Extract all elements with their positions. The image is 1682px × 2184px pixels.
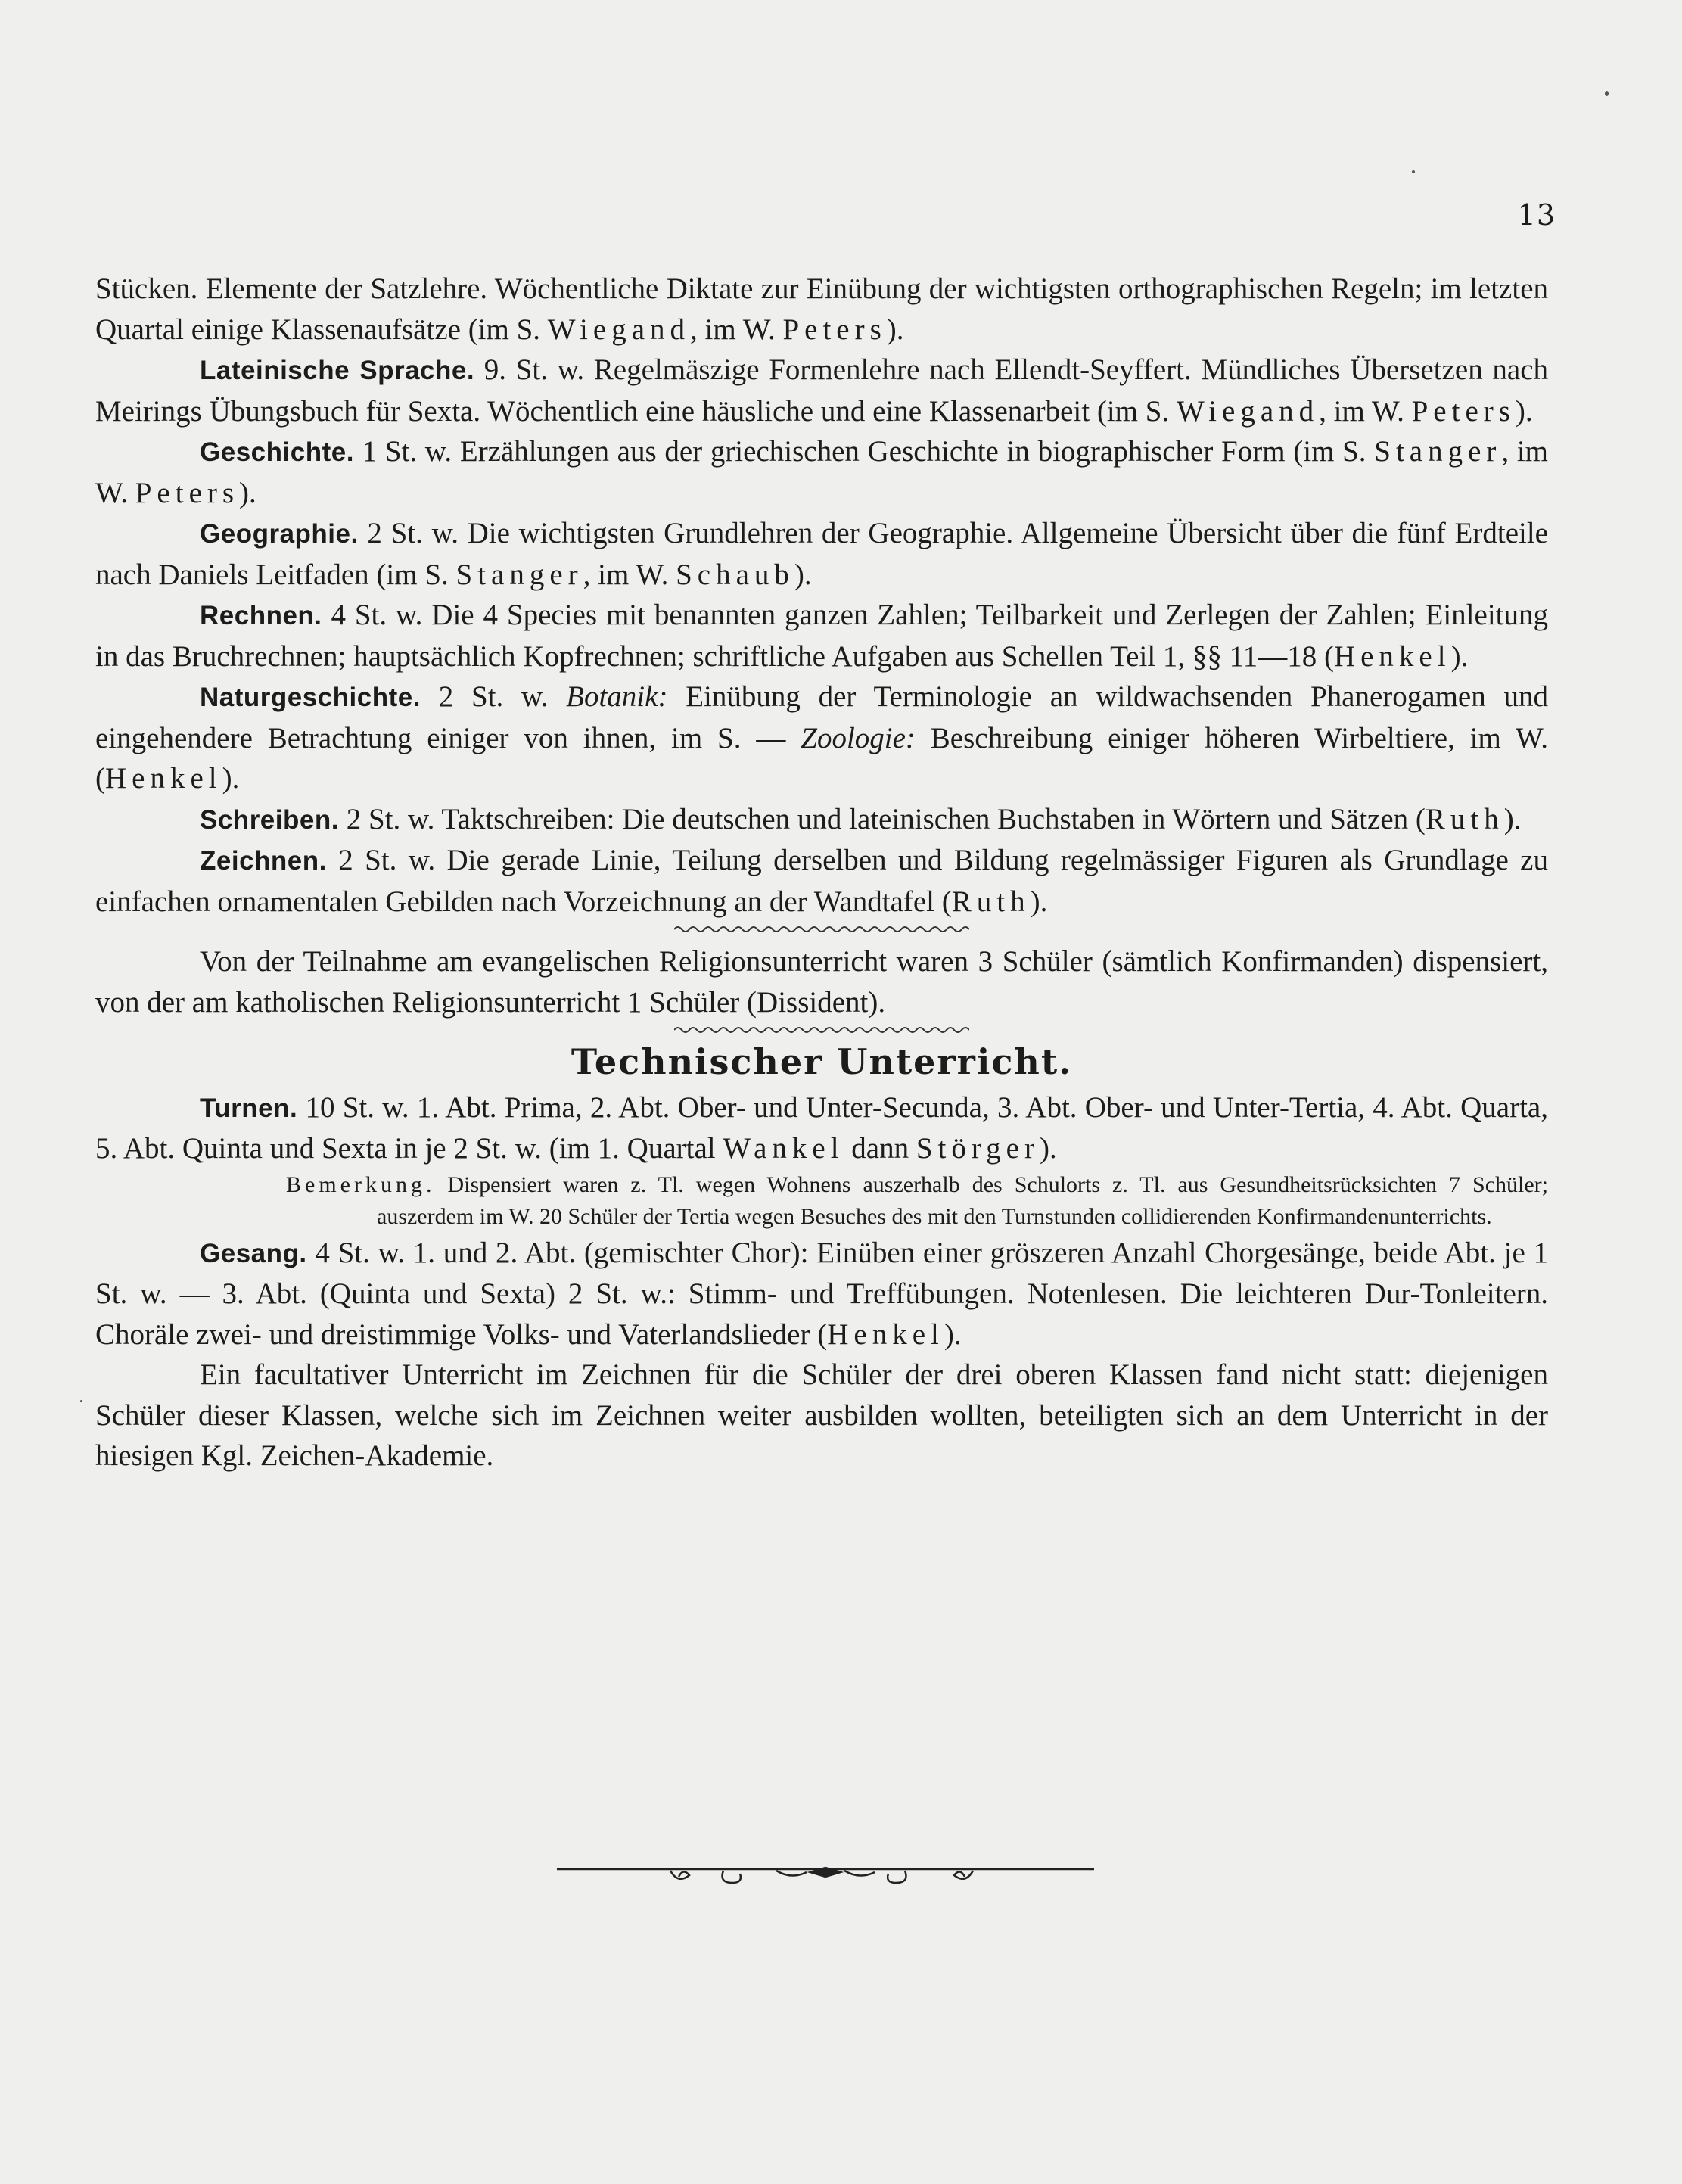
subject-heading: Gesang. (200, 1238, 307, 1268)
paragraph-rechnen: Rechnen. 4 St. w. Die 4 Species mit benannten ganzen Zahlen; Teilbarkeit und Zerlegen der Zahlen; Einleitung in das Bruchrechnen; hauptsächlich Kopfrechnen; schriftliche Aufgaben aus Schellen Teil 1, §§ 11—18 (Henkel). (95, 599, 1548, 673)
note-label: Bemerkung. (286, 1171, 436, 1197)
paragraph-gesang: Gesang. 4 St. w. 1. und 2. Abt. (gemischter Chor): Einüben einer gröszeren Anzahl Chorgesänge, beide Abt. je 1 St. w. — 3. Abt. (Quinta und Sexta) 2 St. w.: Stimm- und Treffübungen. Notenlesen. Die leichteren Dur-Tonleitern. Choräle zwei- und dreistimmige Volks- und Vaterlandslieder (Henkel). (95, 1236, 1548, 1351)
teacher-name: Peters (135, 476, 240, 509)
teacher-name: Wankel (723, 1132, 844, 1165)
footnote-bemerkung: Bemerkung. Dispensiert waren z. Tl. wegen Wohnens auszerhalb des Schulorts z. Tl. aus Gesundheitsrücksichten 7 Schüler; auszerdem im W. 20 Schüler der Tertia wegen Besuches des mit den Turnstunden collidierenden Konfirmandenunterrichts. (286, 1171, 1548, 1229)
teacher-name: Störger (916, 1132, 1040, 1165)
subject-heading: Zeichnen. (200, 846, 327, 876)
section-title: Technischer Unterricht. (571, 1041, 1073, 1082)
wavy-divider (674, 923, 969, 935)
teacher-name: Ruth (951, 885, 1031, 918)
paragraph-geographie: Geographie. 2 St. w. Die wichtigsten Grundlehren der Geographie. Allgemeine Übersicht über die fünf Erdteile nach Daniels Leitfaden (im S. Stanger, im W. Schaub). (95, 517, 1548, 591)
teacher-name: Henkel (1333, 639, 1451, 673)
ornament-divider (549, 1854, 1102, 1896)
teacher-name: Henkel (827, 1318, 944, 1351)
subject-heading: Naturgeschichte. (200, 683, 421, 712)
paper-speck (1605, 91, 1609, 96)
subject-heading: Turnen. (200, 1093, 298, 1123)
paragraph-geschichte: Geschichte. 1 St. w. Erzählungen aus der griechischen Geschichte in biographischer Form (im S. Stanger, im W. Peters). (95, 435, 1549, 509)
subject-heading: Lateinische Sprache. (200, 356, 475, 385)
page-number: 13 (1517, 198, 1556, 232)
subject-heading: Geographie. (200, 519, 359, 549)
document-page (95, 0, 1556, 2184)
subject-heading: Geschichte. (200, 437, 354, 467)
teacher-name: Peters (1411, 394, 1516, 428)
teacher-name: Henkel (105, 762, 222, 795)
paper-speck (80, 1400, 82, 1402)
paragraph-turnen: Turnen. 10 St. w. 1. Abt. Prima, 2. Abt. Ober- und Unter-Secunda, 3. Abt. Ober- und Unter-Tertia, 4. Abt. Quarta, 5. Abt. Quinta und Sexta in je 2 St. w. (im 1. Quartal Wankel dann Störger). (95, 1090, 1548, 1165)
paragraph-zeichnen: Zeichnen. 2 St. w. Die gerade Linie, Teilung derselben und Bildung regelmässiger Figuren als Grundlage zu einfachen ornamentalen Gebilden nach Vorzeichnung an der Wandtafel (Ruth). (95, 844, 1548, 918)
body-text (95, 269, 1548, 1476)
teacher-name: Peters (782, 313, 887, 346)
paragraph-naturgeschichte: Naturgeschichte. 2 St. w. Botanik: Einübung der Terminologie an wildwachsenden Phanerogamen und eingehendere Betrachtung einiger von ihnen, im S. — Zoologie: Beschreibung einiger höheren Wirbeltiere, im W. (Henkel). (95, 680, 1548, 795)
paragraph-latein: Lateinische Sprache. 9. St. w. Regelmäszige Formenlehre nach Ellendt-Seyffert. Mündliches Übersetzen nach Meirings Übungsbuch für Sexta. Wöchentlich eine häusliche und eine Klassenarbeit (im S. Wiegand, im W. Peters). (95, 353, 1549, 428)
paragraph-religion-dispens: Von der Teilnahme am evangelischen Religionsunterricht waren 3 Schüler (sämtlich Konfirmanden) dispensiert, von der am katholischen Religionsunterricht 1 Schüler (Dissident). (95, 945, 1548, 1019)
teacher-name: Stanger (1374, 435, 1502, 468)
paragraph-deutsch-continued: Stücken. Elemente der Satzlehre. Wöchentliche Diktate zur Einübung der wichtigsten orthographischen Regeln; im letzten Quartal einige Klassenaufsätze (im S. Wiegand, im W. Peters). (95, 272, 1548, 346)
wavy-divider (674, 1024, 969, 1036)
teacher-name: Schaub (676, 558, 794, 591)
paragraph-schreiben: Schreiben. 2 St. w. Taktschreiben: Die deutschen und lateinischen Buchstaben in Wörtern und Sätzen (Ruth). (200, 802, 1522, 835)
subject-heading: Schreiben. (200, 804, 339, 835)
teacher-name: Stanger (455, 558, 583, 591)
teacher-name: Wiegand (547, 313, 691, 346)
teacher-name: Ruth (1425, 802, 1504, 835)
subject-heading: Rechnen. (200, 601, 322, 630)
paper-speck (1412, 170, 1415, 173)
paragraph-zeichnen-facultativ: Ein facultativer Unterricht im Zeichnen für die Schüler der drei oberen Klassen fand nicht statt: diejenigen Schüler dieser Klassen, welche sich im Zeichnen weiter ausbilden wollten, beteiligten sich an dem Unterricht in der hiesigen Kgl. Zeichen-Akademie. (95, 1358, 1548, 1472)
teacher-name: Wiegand (1176, 394, 1320, 428)
zoologie-label: Zoologie: (801, 721, 916, 754)
botanik-label: Botanik: (566, 680, 668, 713)
